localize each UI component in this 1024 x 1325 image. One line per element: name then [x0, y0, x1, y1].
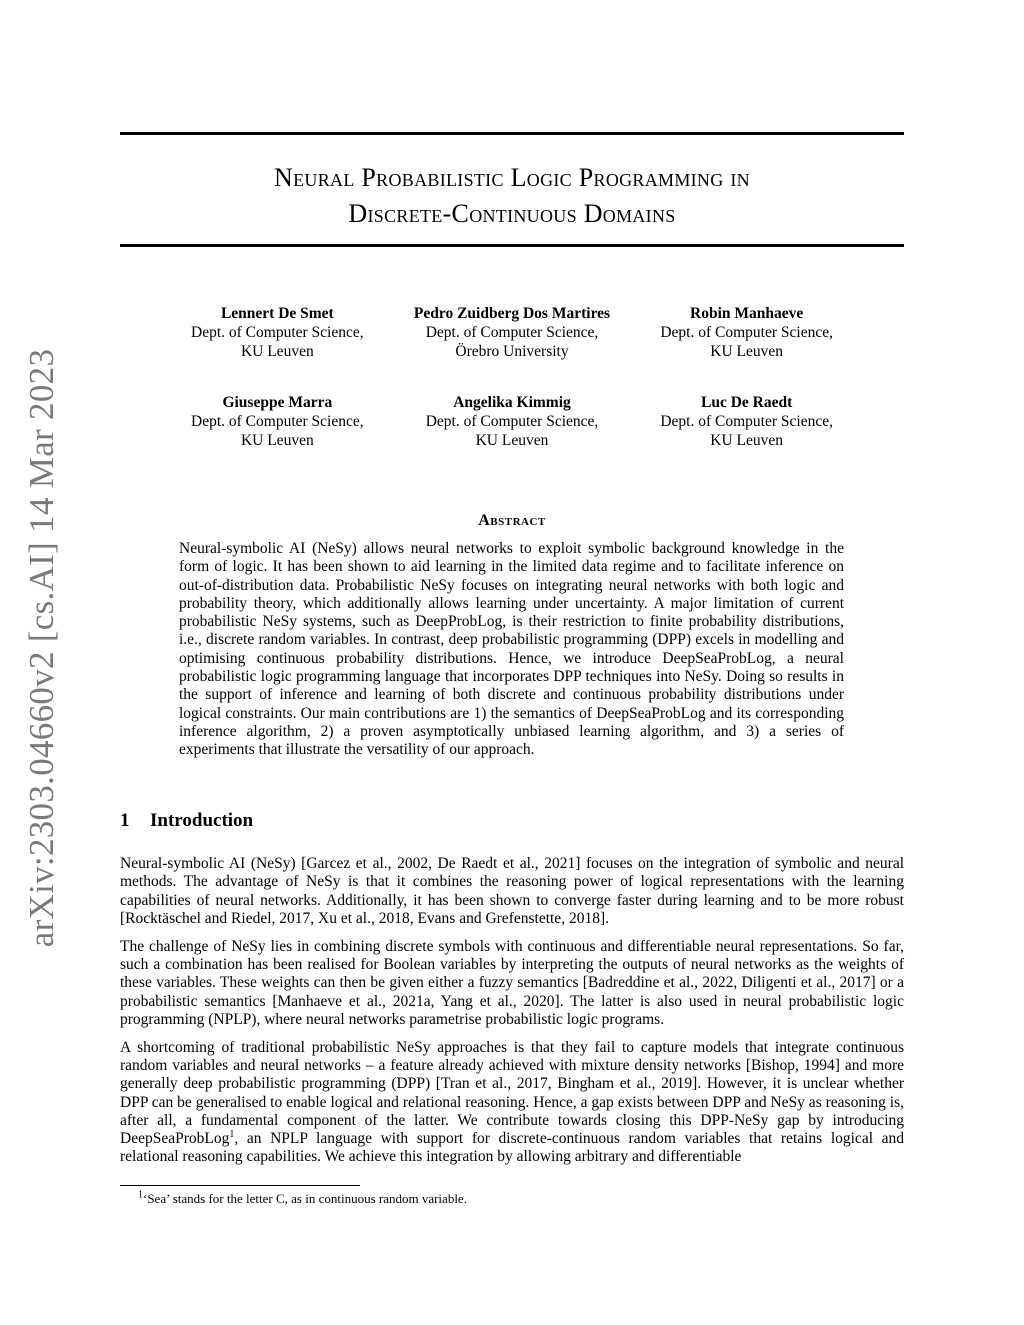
author-department: Dept. of Computer Science, — [191, 324, 364, 341]
author-department: Dept. of Computer Science, — [425, 324, 599, 341]
section-number: 1 — [120, 810, 130, 831]
author-affiliation: Örebro University — [455, 343, 569, 360]
author-department: Dept. of Computer Science, — [191, 413, 364, 430]
paper-title-line-2: Discrete-Continuous Domains — [348, 199, 676, 228]
footnote-reference[interactable]: 1 — [229, 1129, 235, 1140]
body-paragraph: The challenge of NeSy lies in combining discrete symbols with continuous and differentiable neural representations. So far, such a combination has been realised for Boolean variables by interpreting the outputs of neural networks as the weights of these variables. These weights can then be given either a fuzzy semantics [Badreddine et al., 2022, Diligenti et al., 2017] or a probabilistic semantics [Manhaeve et al., 2021a, Yang et al., 2020]. The latter is also used in neural probabilistic logic programming (NPLP), where neural networks parametrise probabilistic logic programs. — [120, 937, 904, 1028]
author-department: Dept. of Computer Science, — [660, 413, 833, 430]
author-name: Robin Manhaeve — [690, 305, 804, 322]
author-block — [160, 304, 395, 361]
author-block — [629, 393, 864, 450]
author-name: Giuseppe Marra — [222, 394, 333, 411]
author-affiliation: KU Leuven — [710, 343, 784, 360]
paper-title-line-1: Neural Probabilistic Logic Programming in — [274, 163, 750, 192]
author-name: Pedro Zuidberg Dos Martires — [413, 305, 611, 322]
arxiv-identifier-stamp: arXiv:2303.04660v2 [cs.AI] 14 Mar 2023 — [22, 348, 61, 948]
author-affiliation: KU Leuven — [240, 343, 314, 360]
author-block — [395, 393, 630, 450]
paper-title — [120, 160, 904, 232]
body-paragraph: Neural-symbolic AI (NeSy) [Garcez et al., 2002, De Raedt et al., 2021] focuses on the integration of symbolic and neural methods. The advantage of NeSy is that it combines the reasoning power of logical representations with the learning capabilities of neural networks. Additionally, it has been shown to converge faster during learning and to be more robust [Rocktäschel and Riedel, 2017, Xu et al., 2018, Evans and Grefenstette, 2018]. — [120, 855, 904, 927]
author-name: Luc De Raedt — [701, 394, 793, 411]
section-heading — [120, 810, 253, 832]
author-name: Lennert De Smet — [220, 305, 334, 322]
author-name: Angelika Kimmig — [453, 394, 571, 411]
author-department: Dept. of Computer Science, — [425, 413, 599, 430]
title-rule-bottom — [120, 244, 904, 247]
footnote — [138, 1191, 467, 1207]
footnote-rule — [120, 1185, 360, 1186]
author-affiliation: KU Leuven — [475, 432, 549, 449]
section-title: Introduction — [150, 810, 254, 831]
footnote-marker: 1 — [138, 1189, 143, 1201]
author-list — [160, 304, 864, 450]
section-body — [120, 855, 904, 1176]
author-block — [160, 393, 395, 450]
author-block — [395, 304, 630, 361]
title-rule-top — [120, 132, 904, 135]
body-paragraph — [120, 1039, 904, 1167]
abstract-text: Neural-symbolic AI (NeSy) allows neural networks to exploit symbolic background knowledge in the form of logic. It has been shown to aid learning in the limited data regime and to facilitate inference on out-of-distribution data. Probabilistic NeSy focuses on integrating neural networks with both logic and probability theory, which additionally allows learning under uncertainty. A major limitation of current probabilistic NeSy systems, such as DeepProbLog, is their restriction to finite probability distributions, i.e., discrete random variables. In contrast, deep probabilistic programming (DPP) excels in modelling and optimising continuous probability distributions. Hence, we introduce DeepSeaProbLog, a neural probabilistic logic programming language that incorporates DPP techniques into NeSy. Doing so results in the support of inference and learning of both discrete and continuous probability distributions under logical constraints. Our main contributions are 1) the semantics of DeepSeaProbLog and its corresponding inference algorithm, 2) a proven asymptotically unbiased learning algorithm, and 3) a series of experiments that illustrate the versatility of our approach. — [179, 540, 844, 759]
paragraph-text: , an NPLP language with support for discrete-continuous random variables that retains logical and relational reasoning capabilities. We achieve this integration by allowing arbitrary and differentiable — [120, 1130, 904, 1166]
footnote-text: ‘Sea’ stands for the letter C, as in continuous random variable. — [143, 1191, 467, 1206]
author-department: Dept. of Computer Science, — [660, 324, 833, 341]
paragraph-text: A shortcoming of traditional probabilistic NeSy approaches is that they fail to capture models that integrate continuous random variables and neural networks – a feature already achieved with mixture density networks [Bishop, 1994] and more generally deep probabilistic programming (DPP) [Tran et al., 2017, Bingham et al., 2019]. However, it is unclear whether DPP can be generalised to enable logical and relational reasoning. Hence, a gap exists between DPP and NeSy as reasoning is, after all, a fundamental component of the latter. We contribute towards closing this DPP-NeSy gap by introducing DeepSeaProbLog — [120, 1038, 904, 1148]
author-block — [629, 304, 864, 361]
abstract-heading: Abstract — [478, 512, 546, 529]
author-affiliation: KU Leuven — [710, 432, 784, 449]
author-affiliation: KU Leuven — [240, 432, 314, 449]
